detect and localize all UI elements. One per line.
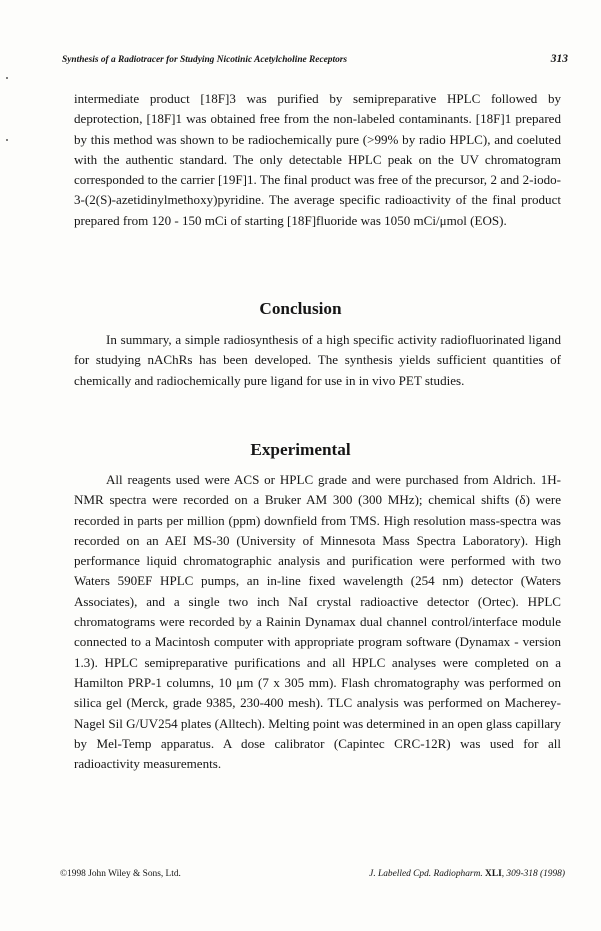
experimental-paragraph: All reagents used were ACS or HPLC grade and were purchased from Aldrich. 1H-NMR spectra were recorded on a Bruker AM 300 (300 MHz); chemical shifts (δ) were recorded in parts per million (ppm) downfield from TMS. High resolution mass-spectra was recorded on an AEI MS-30 (University of Minnesota Mass Spectra Laboratory). High performance liquid chromatographic analysis and purification were performed with two Waters 590EF HPLC pumps, an in-line fixed wavelength (254 nm) detector (Waters Associates), and a single two inch NaI crystal radioactive detector (Ortec). HPLC chromatograms were recorded by a Rainin Dynamax dual channel control/interface module connected to a Macintosh computer with appropriate program software (Dynamax - version 1.3). HPLC semipreparative purifications and all HPLC analyses were completed on a Hamilton PRP-1 columns, 10 μm (7 x 305 mm). Flash chromatography was performed on silica gel (Merck, grade 9385, 230-400 mesh). TLC analysis was performed on Macherey-Nagel Sil G/UV254 plates (Alltech). Melting point was determined in an open glass capillary by Mel-Temp apparatus. A dose calibrator (Capintec CRC-12R) was used for all radioactivity measurements.: [74, 472, 561, 772]
running-title: Synthesis of a Radiotracer for Studying Nicotinic Acetylcholine Receptors: [62, 55, 348, 65]
citation-journal: J. Labelled Cpd. Radiopharm.: [369, 869, 483, 879]
page-footer: [60, 869, 565, 879]
scan-mark: [6, 77, 8, 79]
journal-citation: [369, 869, 565, 879]
scan-mark: [6, 139, 8, 141]
citation-volume: XLI: [485, 869, 502, 879]
experimental-heading: Experimental: [250, 440, 351, 459]
running-header: [62, 53, 568, 65]
intro-paragraph: intermediate product [18F]3 was purified by semipreparative HPLC followed by deprotection, [18F]1 was obtained free from the non-labeled contaminants. [18F]1 prepared by this method was shown to be radiochemically pure (>99% by radio HPLC), and coeluted with the authentic standard. The only detectable HPLC peak on the UV chromatogram corresponded to the carrier [19F]1. The final product was free of the precursor, 2 and 2-iodo-3-(2(S)-azetidinylmethoxy)pyridine. The average specific radioactivity of the final product prepared from 120 - 150 mCi of starting [18F]fluoride was 1050 mCi/μmol (EOS).: [74, 91, 561, 228]
citation-pages: , 309-318 (1998): [501, 869, 565, 879]
copyright-notice: ©1998 John Wiley & Sons, Ltd.: [60, 869, 181, 879]
page-number: 313: [550, 53, 568, 65]
conclusion-paragraph: In summary, a simple radiosynthesis of a high specific activity radiofluorinated ligand for studying nAChRs has been developed. The synthesis yields sufficient quantities of chemically and radiochemically pure ligand for use in in vivo PET studies.: [74, 332, 561, 388]
conclusion-heading: Conclusion: [259, 299, 342, 318]
